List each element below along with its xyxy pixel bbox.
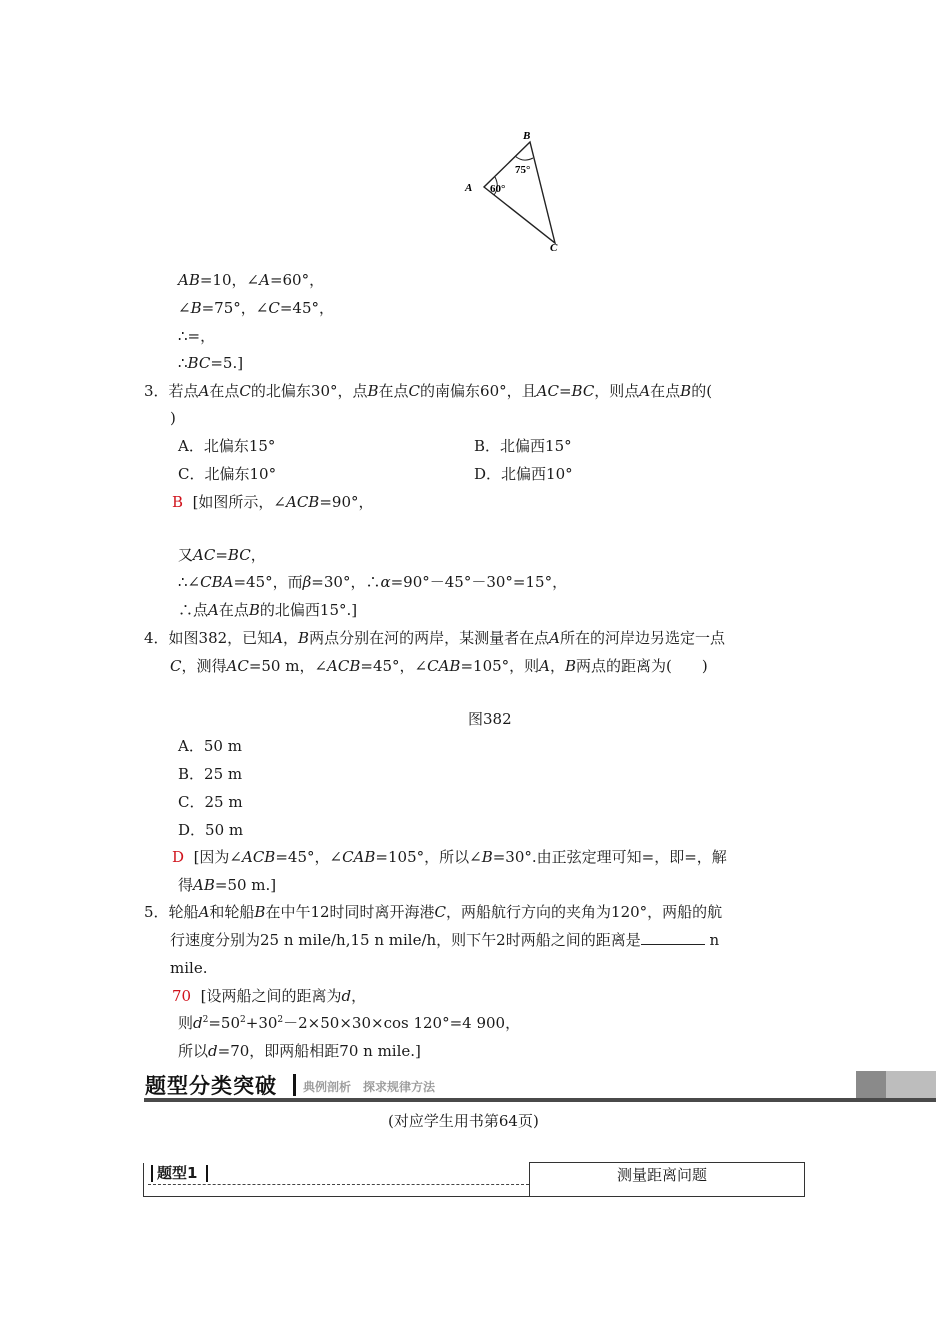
text: = [215,546,228,564]
label-a: A [465,182,473,194]
exp: 2 [202,1015,209,1025]
text: =10，∠ [199,271,260,289]
exp: 2 [277,1015,284,1025]
q3-option-d[interactable]: D．北偏西10° [474,465,573,483]
var: A [549,629,560,647]
var: β [302,573,312,591]
text: 和轮船 [209,903,255,921]
text: ∴ [178,354,188,372]
q3-solution-line2 [178,545,266,565]
page-reference: (对应学生用书第64页) [388,1112,539,1130]
var: C [434,903,447,921]
q4-option-d[interactable]: D．50 m [178,821,244,839]
var: ACB [242,848,276,866]
text: 在中午12时同时离开海港 [265,903,435,921]
label-b: B [523,130,531,142]
topic-box-divider [529,1162,530,1197]
q5-solution-line3 [178,1041,421,1061]
text: =30°，∴ [311,573,381,591]
q5-answer: 70 [172,987,192,1005]
text: 两点分别在河的两岸，某测量者在点 [309,629,550,647]
q3-option-a[interactable]: A．北偏东15° [178,437,276,455]
sol2-line3: ∴=， [178,327,216,345]
var: A [198,903,210,921]
q3-stem-line2: ) [170,409,176,427]
text: 则 [178,1014,194,1032]
var: B [298,629,310,647]
q3-stem-line1 [144,381,712,401]
text: =70，即两船相距70 n mile.] [217,1042,421,1060]
q5-solution-line2 [178,1013,520,1033]
q4-option-c[interactable]: C．25 m [178,793,243,811]
q4-number: 4． [144,629,169,647]
text: 行速度分别为25 n mile/h,15 n mile/h，则下午2时两船之间的距离是 [170,931,641,949]
section-rule [144,1098,936,1102]
text: ∠ [178,299,191,317]
q3-option-b[interactable]: B．北偏西15° [474,437,572,455]
var: d [341,987,352,1005]
var: C [170,657,182,675]
var: A [208,601,219,619]
var: C [268,299,280,317]
var: AC [193,546,216,564]
var: CAB [427,657,461,675]
sol2-line2 [178,298,334,318]
topic-box-left-edge [143,1162,144,1197]
text: ， [550,657,566,675]
text: ∴∠ [178,573,201,591]
var: α [380,573,391,591]
var: B [190,299,202,317]
text: =105°，所以∠ [375,848,482,866]
topic-label-bar-right [206,1165,208,1182]
text: 在点 [209,382,240,400]
text: =50 m.] [214,876,277,894]
q3-number: 3． [144,382,169,400]
topic-label: 题型1 [157,1164,198,1182]
angle-arc-b [515,156,533,160]
text: ， [283,629,299,647]
text: 在点 [378,382,409,400]
q5-stem-line2 [170,930,719,950]
text: 的南偏东60°，且 [420,382,537,400]
text: [因为∠ [193,848,242,866]
text: =45°，∠ [360,657,428,675]
text: 在点 [218,601,249,619]
text: 轮船 [168,903,199,921]
var: d [193,1014,203,1032]
text: 所在的河岸边另选定一点 [559,629,725,647]
var: B [248,601,260,619]
text: 又 [178,546,194,564]
text: =50 m，∠ [248,657,328,675]
var: B [565,657,577,675]
var: d [208,1042,218,1060]
var: BC [227,546,251,564]
q4-option-a[interactable]: A．50 m [178,737,242,755]
text: =50 [208,1014,241,1032]
q5-solution-line1 [172,986,366,1006]
section-title: 题型分类突破 [145,1074,277,1098]
var: BC [187,354,211,372]
text: 所以 [178,1042,209,1060]
angle-b-value: 75° [515,164,531,176]
q3-solution-line3 [178,572,567,592]
text: =75°，∠ [201,299,269,317]
q4-stem-line1 [144,628,725,648]
text: = [558,382,572,400]
var: C [239,382,251,400]
q4-stem-line2 [170,656,708,676]
q4-figure-caption: 图382 [468,710,512,728]
text: 的( [691,382,713,400]
text: 若点 [168,382,199,400]
q3-solution-line1 [172,492,374,512]
q3-option-c[interactable]: C．北偏东10° [178,465,277,483]
var: A [539,657,550,675]
text: =90°， [319,493,374,511]
q3-answer: B [172,493,184,511]
text: 在点 [650,382,681,400]
text: [设两船之间的距离为 [200,987,342,1005]
text: =30°.由正弦定理可知=，即=，解 [492,848,727,866]
text: ， [351,987,367,1005]
section-tab-dark [856,1071,886,1099]
var: BC [571,382,595,400]
text: =105°，则 [460,657,540,675]
q5-stem-line3: mile. [170,959,208,977]
sol2-line4 [178,353,243,373]
sol2-line1 [178,270,324,290]
var: ACB [286,493,320,511]
topic-box-top-left-rule [143,1162,529,1163]
var: B [481,848,493,866]
q4-answer: D [172,848,185,866]
text: 的北偏西15°.] [259,601,358,619]
topic-title: 测量距离问题 [617,1166,708,1184]
var: A [198,382,210,400]
text: [如图所示，∠ [192,493,286,511]
var: A [259,271,270,289]
text: ， [250,546,266,564]
text: =5.] [210,354,244,372]
var: A [639,382,651,400]
text: ，则点 [594,382,640,400]
text: ∴点 [178,601,209,619]
q4-solution-line2 [178,875,276,895]
text: 的北偏东30°，点 [250,382,368,400]
var: AB [178,271,200,289]
var: B [254,903,266,921]
text: ，测得 [181,657,227,675]
section-title-bar [293,1074,296,1096]
topic-box-dashed-rule [148,1184,529,1185]
exp: 2 [240,1015,246,1025]
var: CAB [342,848,376,866]
text: =45°，∠ [275,848,343,866]
var: AC [226,657,249,675]
answer-blank[interactable] [641,930,705,945]
q4-option-b[interactable]: B．25 m [178,765,243,783]
q5-number: 5． [144,903,169,921]
text: －2×50×30×cos 120°=4 900， [283,1014,521,1032]
var: B [367,382,379,400]
text: 两点的距离为( ) [576,657,708,675]
label-c: C [550,242,558,254]
text: =60°， [269,271,325,289]
var: AC [536,382,559,400]
angle-a-value: 60° [490,183,506,195]
text: n [709,931,720,949]
var: CBA [200,573,234,591]
text: =45°， [279,299,334,317]
var: AB [193,876,215,894]
var: B [680,382,692,400]
topic-label-bar-left [151,1165,153,1182]
text: =90°－45°－30°=15°， [390,573,568,591]
q3-solution-line4 [178,600,357,620]
text: ，两船航行方向的夹角为120°，两船的航 [446,903,723,921]
var: ACB [327,657,361,675]
text: +30 [245,1014,278,1032]
q4-solution-line1 [172,847,727,867]
text: =45°，而 [233,573,303,591]
var: A [272,629,284,647]
q5-stem-line1 [144,902,722,922]
text: 得 [178,876,194,894]
var: C [408,382,421,400]
section-tab-light [886,1071,936,1099]
text: 如图382，已知 [168,629,273,647]
section-subtitle: 典例剖析 探求规律方法 [303,1080,436,1094]
triangle-figure [455,125,575,255]
